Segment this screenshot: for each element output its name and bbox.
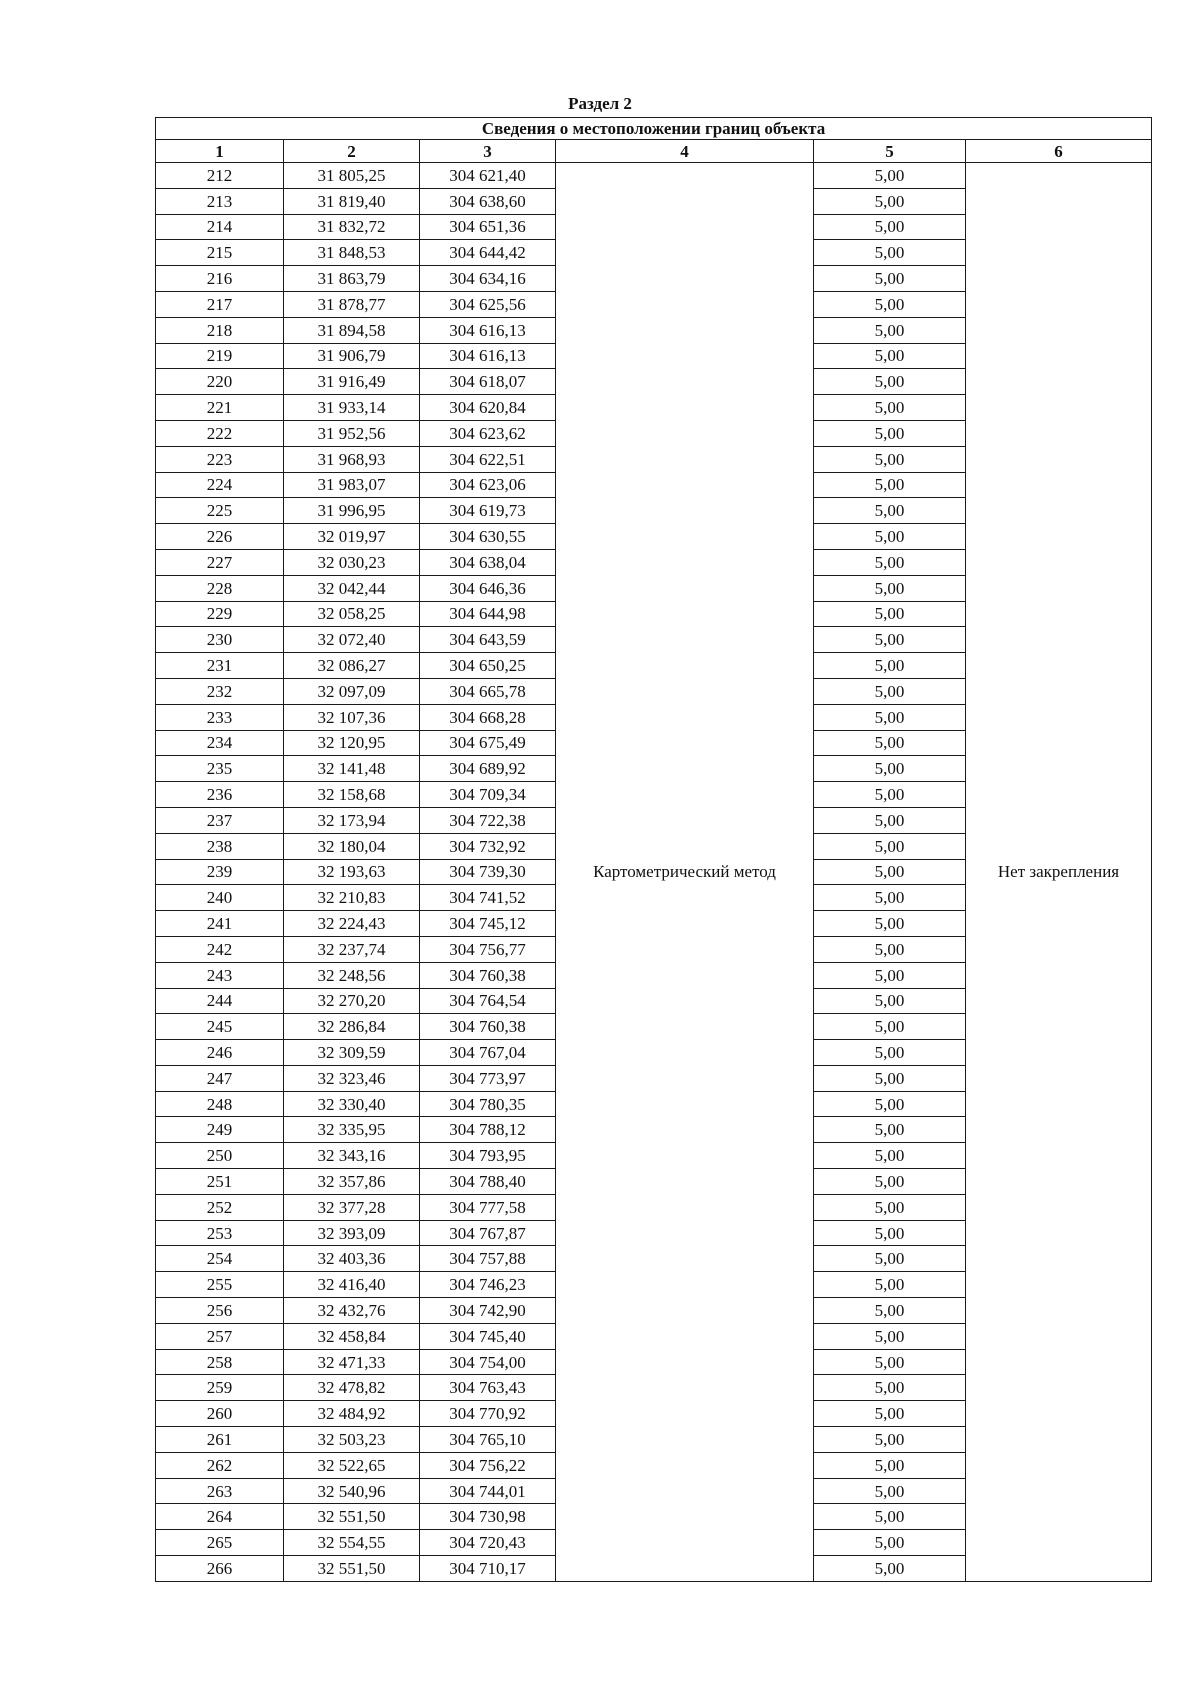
point-number-cell: 243 <box>156 962 284 988</box>
y-coordinate-cell: 304 616,13 <box>420 317 556 343</box>
column-number-4: 4 <box>556 140 814 163</box>
y-coordinate-cell: 304 764,54 <box>420 988 556 1014</box>
accuracy-cell: 5,00 <box>814 1143 966 1169</box>
x-coordinate-cell: 32 019,97 <box>284 524 420 550</box>
x-coordinate-cell: 31 832,72 <box>284 214 420 240</box>
accuracy-cell: 5,00 <box>814 627 966 653</box>
y-coordinate-cell: 304 780,35 <box>420 1091 556 1117</box>
point-number-cell: 255 <box>156 1272 284 1298</box>
point-number-cell: 222 <box>156 420 284 446</box>
y-coordinate-cell: 304 788,40 <box>420 1169 556 1195</box>
point-number-cell: 220 <box>156 369 284 395</box>
accuracy-cell: 5,00 <box>814 936 966 962</box>
y-coordinate-cell: 304 746,23 <box>420 1272 556 1298</box>
y-coordinate-cell: 304 745,40 <box>420 1323 556 1349</box>
point-number-cell: 242 <box>156 936 284 962</box>
x-coordinate-cell: 32 042,44 <box>284 575 420 601</box>
x-coordinate-cell: 32 357,86 <box>284 1169 420 1195</box>
accuracy-cell: 5,00 <box>814 1323 966 1349</box>
accuracy-cell: 5,00 <box>814 1169 966 1195</box>
x-coordinate-cell: 32 458,84 <box>284 1323 420 1349</box>
accuracy-cell: 5,00 <box>814 1556 966 1582</box>
y-coordinate-cell: 304 763,43 <box>420 1375 556 1401</box>
accuracy-cell: 5,00 <box>814 1246 966 1272</box>
point-number-cell: 250 <box>156 1143 284 1169</box>
y-coordinate-cell: 304 760,38 <box>420 1014 556 1040</box>
accuracy-cell: 5,00 <box>814 446 966 472</box>
column-number-5: 5 <box>814 140 966 163</box>
point-number-cell: 245 <box>156 1014 284 1040</box>
accuracy-cell: 5,00 <box>814 1040 966 1066</box>
y-coordinate-cell: 304 638,04 <box>420 549 556 575</box>
accuracy-cell: 5,00 <box>814 1530 966 1556</box>
y-coordinate-cell: 304 618,07 <box>420 369 556 395</box>
accuracy-cell: 5,00 <box>814 833 966 859</box>
point-number-cell: 231 <box>156 653 284 679</box>
y-coordinate-cell: 304 730,98 <box>420 1504 556 1530</box>
x-coordinate-cell: 32 540,96 <box>284 1478 420 1504</box>
x-coordinate-cell: 32 210,83 <box>284 885 420 911</box>
accuracy-cell: 5,00 <box>814 343 966 369</box>
accuracy-cell: 5,00 <box>814 885 966 911</box>
point-number-cell: 239 <box>156 859 284 885</box>
point-number-cell: 261 <box>156 1427 284 1453</box>
point-number-cell: 251 <box>156 1169 284 1195</box>
point-number-cell: 227 <box>156 549 284 575</box>
accuracy-cell: 5,00 <box>814 575 966 601</box>
accuracy-cell: 5,00 <box>814 163 966 189</box>
y-coordinate-cell: 304 773,97 <box>420 1065 556 1091</box>
accuracy-cell: 5,00 <box>814 859 966 885</box>
y-coordinate-cell: 304 623,06 <box>420 472 556 498</box>
point-number-cell: 230 <box>156 627 284 653</box>
y-coordinate-cell: 304 625,56 <box>420 291 556 317</box>
x-coordinate-cell: 31 952,56 <box>284 420 420 446</box>
accuracy-cell: 5,00 <box>814 1298 966 1324</box>
point-number-cell: 237 <box>156 807 284 833</box>
x-coordinate-cell: 31 996,95 <box>284 498 420 524</box>
x-coordinate-cell: 31 906,79 <box>284 343 420 369</box>
x-coordinate-cell: 32 193,63 <box>284 859 420 885</box>
point-number-cell: 214 <box>156 214 284 240</box>
accuracy-cell: 5,00 <box>814 1091 966 1117</box>
point-number-cell: 224 <box>156 472 284 498</box>
y-coordinate-cell: 304 623,62 <box>420 420 556 446</box>
x-coordinate-cell: 32 270,20 <box>284 988 420 1014</box>
x-coordinate-cell: 31 848,53 <box>284 240 420 266</box>
y-coordinate-cell: 304 710,17 <box>420 1556 556 1582</box>
accuracy-cell: 5,00 <box>814 1194 966 1220</box>
x-coordinate-cell: 32 330,40 <box>284 1091 420 1117</box>
y-coordinate-cell: 304 756,77 <box>420 936 556 962</box>
y-coordinate-cell: 304 770,92 <box>420 1401 556 1427</box>
accuracy-cell: 5,00 <box>814 1014 966 1040</box>
x-coordinate-cell: 32 237,74 <box>284 936 420 962</box>
point-number-cell: 217 <box>156 291 284 317</box>
accuracy-cell: 5,00 <box>814 1504 966 1530</box>
point-number-cell: 232 <box>156 678 284 704</box>
column-number-1: 1 <box>156 140 284 163</box>
y-coordinate-cell: 304 619,73 <box>420 498 556 524</box>
x-coordinate-cell: 32 323,46 <box>284 1065 420 1091</box>
point-number-cell: 248 <box>156 1091 284 1117</box>
y-coordinate-cell: 304 741,52 <box>420 885 556 911</box>
accuracy-cell: 5,00 <box>814 756 966 782</box>
y-coordinate-cell: 304 644,42 <box>420 240 556 266</box>
x-coordinate-cell: 32 503,23 <box>284 1427 420 1453</box>
x-coordinate-cell: 32 030,23 <box>284 549 420 575</box>
accuracy-cell: 5,00 <box>814 188 966 214</box>
y-coordinate-cell: 304 744,01 <box>420 1478 556 1504</box>
accuracy-cell: 5,00 <box>814 730 966 756</box>
accuracy-cell: 5,00 <box>814 704 966 730</box>
y-coordinate-cell: 304 720,43 <box>420 1530 556 1556</box>
point-number-cell: 258 <box>156 1349 284 1375</box>
y-coordinate-cell: 304 651,36 <box>420 214 556 240</box>
point-number-cell: 234 <box>156 730 284 756</box>
x-coordinate-cell: 32 377,28 <box>284 1194 420 1220</box>
point-number-cell: 213 <box>156 188 284 214</box>
accuracy-cell: 5,00 <box>814 653 966 679</box>
x-coordinate-cell: 32 120,95 <box>284 730 420 756</box>
point-number-cell: 212 <box>156 163 284 189</box>
y-coordinate-cell: 304 757,88 <box>420 1246 556 1272</box>
point-number-cell: 262 <box>156 1452 284 1478</box>
accuracy-cell: 5,00 <box>814 911 966 937</box>
x-coordinate-cell: 31 933,14 <box>284 395 420 421</box>
x-coordinate-cell: 32 432,76 <box>284 1298 420 1324</box>
x-coordinate-cell: 31 819,40 <box>284 188 420 214</box>
x-coordinate-cell: 32 173,94 <box>284 807 420 833</box>
point-number-cell: 216 <box>156 266 284 292</box>
point-number-cell: 257 <box>156 1323 284 1349</box>
accuracy-cell: 5,00 <box>814 395 966 421</box>
x-coordinate-cell: 32 072,40 <box>284 627 420 653</box>
x-coordinate-cell: 31 968,93 <box>284 446 420 472</box>
boundary-coordinates-table <box>155 117 1152 1582</box>
x-coordinate-cell: 32 554,55 <box>284 1530 420 1556</box>
x-coordinate-cell: 32 484,92 <box>284 1401 420 1427</box>
accuracy-cell: 5,00 <box>814 214 966 240</box>
accuracy-cell: 5,00 <box>814 498 966 524</box>
y-coordinate-cell: 304 634,16 <box>420 266 556 292</box>
x-coordinate-cell: 32 058,25 <box>284 601 420 627</box>
y-coordinate-cell: 304 767,87 <box>420 1220 556 1246</box>
y-coordinate-cell: 304 760,38 <box>420 962 556 988</box>
y-coordinate-cell: 304 788,12 <box>420 1117 556 1143</box>
x-coordinate-cell: 31 805,25 <box>284 163 420 189</box>
column-number-2: 2 <box>284 140 420 163</box>
accuracy-cell: 5,00 <box>814 317 966 343</box>
x-coordinate-cell: 32 224,43 <box>284 911 420 937</box>
point-number-cell: 223 <box>156 446 284 472</box>
accuracy-cell: 5,00 <box>814 420 966 446</box>
x-coordinate-cell: 32 478,82 <box>284 1375 420 1401</box>
y-coordinate-cell: 304 675,49 <box>420 730 556 756</box>
x-coordinate-cell: 31 863,79 <box>284 266 420 292</box>
y-coordinate-cell: 304 793,95 <box>420 1143 556 1169</box>
accuracy-cell: 5,00 <box>814 782 966 808</box>
section-title: Раздел 2 <box>568 94 632 113</box>
accuracy-cell: 5,00 <box>814 1375 966 1401</box>
accuracy-cell: 5,00 <box>814 1065 966 1091</box>
x-coordinate-cell: 32 141,48 <box>284 756 420 782</box>
point-number-cell: 219 <box>156 343 284 369</box>
accuracy-cell: 5,00 <box>814 1117 966 1143</box>
x-coordinate-cell: 32 403,36 <box>284 1246 420 1272</box>
y-coordinate-cell: 304 756,22 <box>420 1452 556 1478</box>
x-coordinate-cell: 31 894,58 <box>284 317 420 343</box>
y-coordinate-cell: 304 668,28 <box>420 704 556 730</box>
point-number-cell: 265 <box>156 1530 284 1556</box>
table-row <box>156 163 1152 189</box>
y-coordinate-cell: 304 765,10 <box>420 1427 556 1453</box>
accuracy-cell: 5,00 <box>814 240 966 266</box>
x-coordinate-cell: 32 416,40 <box>284 1272 420 1298</box>
accuracy-cell: 5,00 <box>814 601 966 627</box>
accuracy-cell: 5,00 <box>814 1349 966 1375</box>
accuracy-cell: 5,00 <box>814 524 966 550</box>
x-coordinate-cell: 31 916,49 <box>284 369 420 395</box>
x-coordinate-cell: 32 097,09 <box>284 678 420 704</box>
y-coordinate-cell: 304 650,25 <box>420 653 556 679</box>
point-number-cell: 253 <box>156 1220 284 1246</box>
point-number-cell: 228 <box>156 575 284 601</box>
x-coordinate-cell: 32 158,68 <box>284 782 420 808</box>
accuracy-cell: 5,00 <box>814 962 966 988</box>
point-number-cell: 215 <box>156 240 284 266</box>
x-coordinate-cell: 32 343,16 <box>284 1143 420 1169</box>
point-number-cell: 249 <box>156 1117 284 1143</box>
y-coordinate-cell: 304 709,34 <box>420 782 556 808</box>
point-number-cell: 226 <box>156 524 284 550</box>
column-number-row <box>156 140 1152 163</box>
x-coordinate-cell: 32 522,65 <box>284 1452 420 1478</box>
x-coordinate-cell: 32 248,56 <box>284 962 420 988</box>
x-coordinate-cell: 31 878,77 <box>284 291 420 317</box>
point-number-cell: 254 <box>156 1246 284 1272</box>
x-coordinate-cell: 32 309,59 <box>284 1040 420 1066</box>
x-coordinate-cell: 32 551,50 <box>284 1504 420 1530</box>
x-coordinate-cell: 32 471,33 <box>284 1349 420 1375</box>
y-coordinate-cell: 304 622,51 <box>420 446 556 472</box>
point-number-cell: 259 <box>156 1375 284 1401</box>
point-number-cell: 264 <box>156 1504 284 1530</box>
y-coordinate-cell: 304 630,55 <box>420 524 556 550</box>
accuracy-cell: 5,00 <box>814 369 966 395</box>
point-number-cell: 218 <box>156 317 284 343</box>
point-number-cell: 246 <box>156 1040 284 1066</box>
method-cell: Картометрический метод <box>556 163 814 1582</box>
point-number-cell: 260 <box>156 1401 284 1427</box>
accuracy-cell: 5,00 <box>814 1452 966 1478</box>
accuracy-cell: 5,00 <box>814 291 966 317</box>
y-coordinate-cell: 304 643,59 <box>420 627 556 653</box>
accuracy-cell: 5,00 <box>814 678 966 704</box>
y-coordinate-cell: 304 616,13 <box>420 343 556 369</box>
point-number-cell: 256 <box>156 1298 284 1324</box>
accuracy-cell: 5,00 <box>814 266 966 292</box>
point-number-cell: 229 <box>156 601 284 627</box>
accuracy-cell: 5,00 <box>814 1220 966 1246</box>
accuracy-cell: 5,00 <box>814 988 966 1014</box>
x-coordinate-cell: 32 086,27 <box>284 653 420 679</box>
y-coordinate-cell: 304 777,58 <box>420 1194 556 1220</box>
x-coordinate-cell: 32 335,95 <box>284 1117 420 1143</box>
accuracy-cell: 5,00 <box>814 549 966 575</box>
x-coordinate-cell: 32 107,36 <box>284 704 420 730</box>
accuracy-cell: 5,00 <box>814 472 966 498</box>
fixing-cell: Нет закрепления <box>966 163 1152 1582</box>
y-coordinate-cell: 304 732,92 <box>420 833 556 859</box>
y-coordinate-cell: 304 745,12 <box>420 911 556 937</box>
point-number-cell: 263 <box>156 1478 284 1504</box>
point-number-cell: 247 <box>156 1065 284 1091</box>
table-caption: Сведения о местоположении границ объекта <box>156 118 1152 140</box>
column-number-6: 6 <box>966 140 1152 163</box>
point-number-cell: 235 <box>156 756 284 782</box>
point-number-cell: 221 <box>156 395 284 421</box>
y-coordinate-cell: 304 742,90 <box>420 1298 556 1324</box>
point-number-cell: 252 <box>156 1194 284 1220</box>
y-coordinate-cell: 304 646,36 <box>420 575 556 601</box>
accuracy-cell: 5,00 <box>814 1427 966 1453</box>
y-coordinate-cell: 304 739,30 <box>420 859 556 885</box>
accuracy-cell: 5,00 <box>814 1272 966 1298</box>
point-number-cell: 238 <box>156 833 284 859</box>
y-coordinate-cell: 304 644,98 <box>420 601 556 627</box>
point-number-cell: 266 <box>156 1556 284 1582</box>
point-number-cell: 244 <box>156 988 284 1014</box>
accuracy-cell: 5,00 <box>814 1401 966 1427</box>
point-number-cell: 236 <box>156 782 284 808</box>
y-coordinate-cell: 304 754,00 <box>420 1349 556 1375</box>
table-caption-row <box>156 118 1152 140</box>
point-number-cell: 233 <box>156 704 284 730</box>
point-number-cell: 225 <box>156 498 284 524</box>
x-coordinate-cell: 32 286,84 <box>284 1014 420 1040</box>
x-coordinate-cell: 32 393,09 <box>284 1220 420 1246</box>
y-coordinate-cell: 304 620,84 <box>420 395 556 421</box>
x-coordinate-cell: 32 551,50 <box>284 1556 420 1582</box>
y-coordinate-cell: 304 689,92 <box>420 756 556 782</box>
column-number-3: 3 <box>420 140 556 163</box>
y-coordinate-cell: 304 722,38 <box>420 807 556 833</box>
point-number-cell: 241 <box>156 911 284 937</box>
y-coordinate-cell: 304 621,40 <box>420 163 556 189</box>
x-coordinate-cell: 31 983,07 <box>284 472 420 498</box>
accuracy-cell: 5,00 <box>814 1478 966 1504</box>
x-coordinate-cell: 32 180,04 <box>284 833 420 859</box>
point-number-cell: 240 <box>156 885 284 911</box>
accuracy-cell: 5,00 <box>814 807 966 833</box>
y-coordinate-cell: 304 767,04 <box>420 1040 556 1066</box>
y-coordinate-cell: 304 638,60 <box>420 188 556 214</box>
y-coordinate-cell: 304 665,78 <box>420 678 556 704</box>
